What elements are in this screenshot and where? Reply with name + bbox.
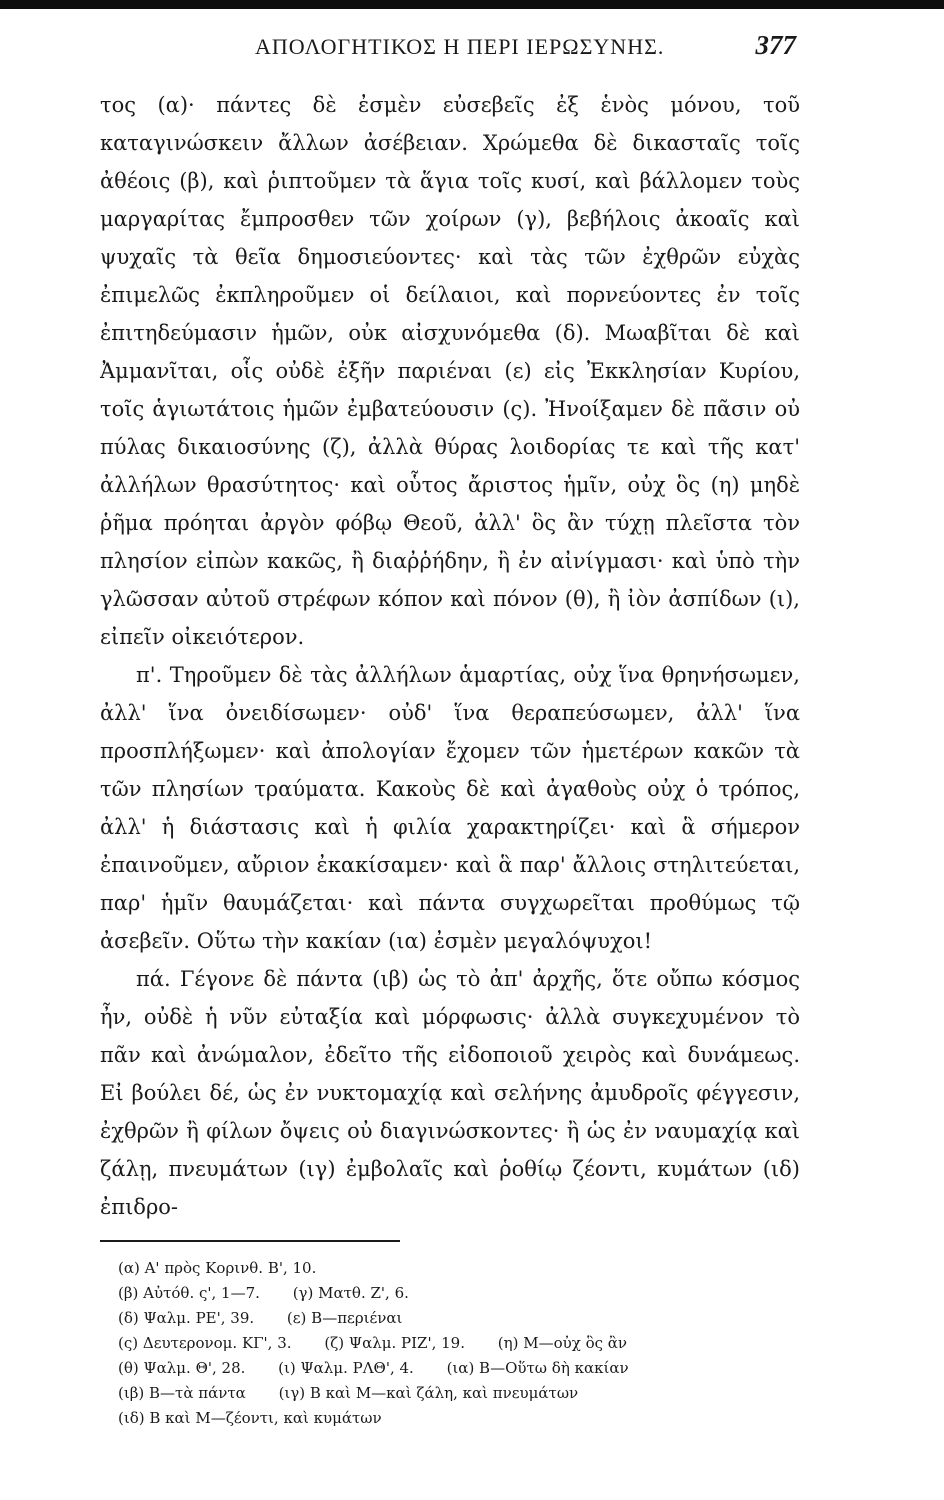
footnote-row (118, 1281, 800, 1306)
page-number: 377 (755, 30, 796, 60)
footnote: (η) Μ—οὐχ ὃς ἂν (497, 1334, 628, 1352)
footnote-row (118, 1356, 800, 1381)
footnote-row (118, 1381, 800, 1406)
footnote-row (118, 1306, 800, 1331)
footnote: (ιβ) Β—τὰ πάντα (118, 1384, 246, 1402)
footnote: (ε) Β—περιέναι (286, 1309, 403, 1327)
scan-top-edge (0, 0, 944, 9)
body-text (100, 86, 800, 1226)
footnote: (γ) Ματθ. Ζ', 6. (292, 1284, 409, 1302)
footnote: (ζ) Ψαλμ. ΡΙΖ', 19. (324, 1334, 465, 1352)
footnote: (ιγ) Β καὶ Μ—καὶ ζάλη, καὶ πνευμάτων (278, 1384, 579, 1402)
footnote: (ι) Ψαλμ. ΡΛΘ', 4. (278, 1359, 414, 1377)
footnote-row (118, 1331, 800, 1356)
footnote: (ιδ) Β καὶ Μ—ζέοντι, καὶ κυμάτων (118, 1409, 382, 1427)
footnote: (ς) Δευτερονομ. ΚΓ', 3. (118, 1334, 292, 1352)
running-title: ΑΠΟΛΟΓΗΤΙΚΟΣ Η ΠΕΡΙ ΙΕΡΩΣΥΝΗΣ. (255, 34, 665, 59)
paragraph-3: πά. Γέγονε δὲ πάντα (ιβ) ὡς τὸ ἀπ' ἀρχῆς, ὅτε οὔπω κόσμος ἦν, οὐδὲ ἡ νῦν εὐταξία καὶ μόρφωσις· ἀλλὰ συγκεχυμένον τὸ πᾶν καὶ ἀνώμαλον, ἐδεῖτο τῆς εἰδοποιοῦ χειρὸς καὶ δυνάμεως. Εἰ βούλει δέ, ὡς ἐν νυκτομαχίᾳ καὶ σελήνης ἀμυδροῖς φέγγεσιν, ἐχθρῶν ἢ φίλων ὄψεις οὐ διαγινώσκοντες· ἢ ὡς ἐν ναυμαχίᾳ καὶ ζάλῃ, πνευμάτων (ιγ) ἐμβολαῖς καὶ ῥοθίῳ ζέοντι, κυμάτων (ιδ) ἐπιδρο- (100, 967, 800, 1219)
footnote-row (118, 1406, 800, 1431)
book-page (100, 24, 800, 1431)
footnote-row (118, 1256, 800, 1281)
paragraph-1: τος (α)· πάντες δὲ ἐσμὲν εὐσεβεῖς ἐξ ἑνὸς μόνου, τοῦ καταγινώσκειν ἄλλων ἀσέβειαν. Χρώμεθα δὲ δικασταῖς τοῖς ἀθέοις (β), καὶ ῥιπτοῦμεν τὰ ἅγια τοῖς κυσί, καὶ βάλλομεν τοὺς μαργαρίτας ἔμπροσθεν τῶν χοίρων (γ), βεβήλοις ἀκοαῖς καὶ ψυχαῖς τὰ θεῖα δημοσιεύοντες· καὶ τὰς τῶν ἐχθρῶν εὐχὰς ἐπιμελῶς ἐκπληροῦμεν οἱ δείλαιοι, καὶ πορνεύοντες ἐν τοῖς ἐπιτηδεύμασιν ἡμῶν, οὐκ αἰσχυνόμεθα (δ). Μωαβῖται δὲ καὶ Ἀμμανῖται, οἷς οὐδὲ ἐξῆν παριέναι (ε) εἰς Ἐκκλησίαν Κυρίου, τοῖς ἁγιωτάτοις ἡμῶν ἐμβατεύουσιν (ς). Ἠνοίξαμεν δὲ πᾶσιν οὐ πύλας δικαιοσύνης (ζ), ἀλλὰ θύρας λοιδορίας τε καὶ τῆς κατ' ἀλλήλων θρασύτητος· καὶ οὗτος ἄριστος ἡμῖν, οὐχ ὃς (η) μηδὲ ῥῆμα πρόηται ἀργὸν φόβῳ Θεοῦ, ἀλλ' ὃς ἂν τύχῃ πλεῖστα τὸν πλησίον εἰπὼν κακῶς, ἢ διαῤῥήδην, ἢ ἐν αἰνίγμασι· καὶ ὑπὸ τὴν γλῶσσαν αὐτοῦ στρέφων κόπον καὶ πόνον (θ), ἢ ἰὸν ἀσπίδων (ι), εἰπεῖν οἰκειότερον. (100, 93, 800, 649)
footnote: (β) Αὐτόθ. ς', 1—7. (118, 1284, 260, 1302)
footnote: (α) Α' πρὸς Κορινθ. Β', 10. (118, 1259, 317, 1277)
footnote: (δ) Ψαλμ. ΡΕ', 39. (118, 1309, 255, 1327)
page-header (100, 24, 800, 64)
footnotes (100, 1256, 800, 1431)
footnote: (θ) Ψαλμ. Θ', 28. (118, 1359, 246, 1377)
footnote-divider (100, 1240, 400, 1242)
paragraph-2: π'. Τηροῦμεν δὲ τὰς ἀλλήλων ἁμαρτίας, οὐχ ἵνα θρηνήσωμεν, ἀλλ' ἵνα ὀνειδίσωμεν· οὐδ' ἵνα θεραπεύσωμεν, ἀλλ' ἵνα προσπλήξωμεν· καὶ ἀπολογίαν ἔχομεν τῶν ἡμετέρων κακῶν τὰ τῶν πλησίων τραύματα. Κακοὺς δὲ καὶ ἀγαθοὺς οὐχ ὁ τρόπος, ἀλλ' ἡ διάστασις καὶ ἡ φιλία χαρακτηρίζει· καὶ ἃ σήμερον ἐπαινοῦμεν, αὔριον ἐκακίσαμεν· καὶ ἃ παρ' ἄλλοις στηλιτεύεται, παρ' ἡμῖν θαυμάζεται· καὶ πάντα συγχωρεῖται προθύμως τῷ ἀσεβεῖν. Οὕτω τὴν κακίαν (ια) ἐσμὲν μεγαλόψυχοι! (100, 663, 800, 953)
footnote: (ια) Β—Οὕτω δὴ κακίαν (446, 1359, 629, 1377)
